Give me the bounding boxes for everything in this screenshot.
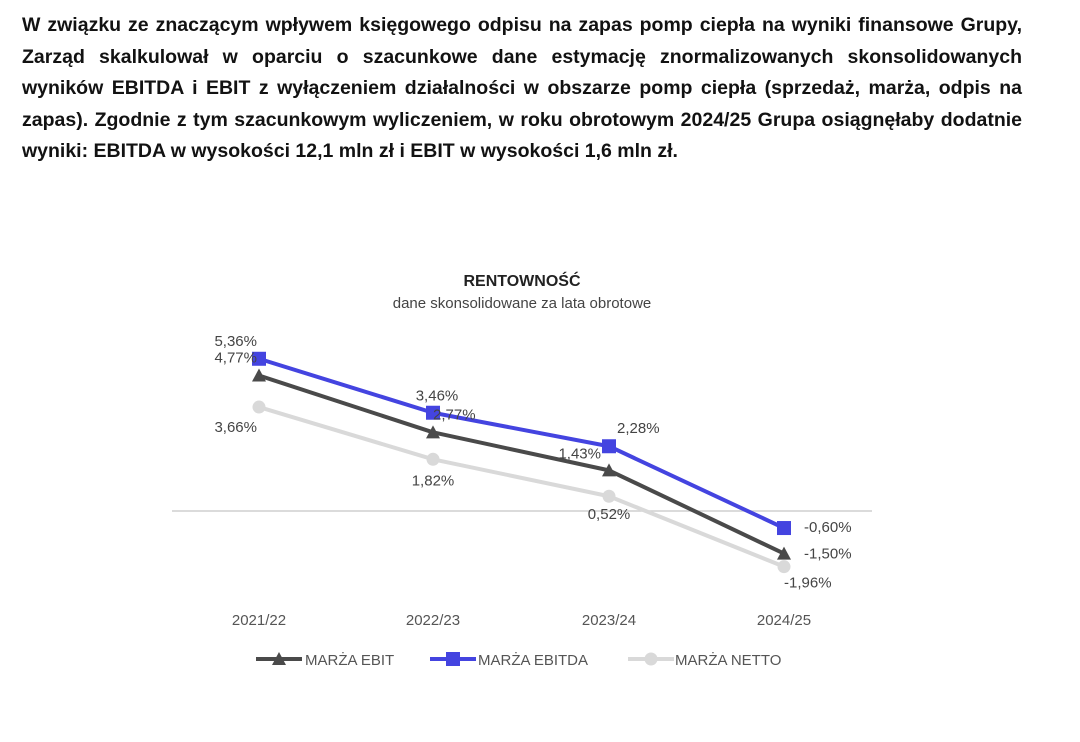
label-marza-ebit-4: -1,50%	[804, 545, 852, 563]
marker-marza-ebitda-4	[777, 521, 791, 535]
label-marza-ebit-2: 2,77%	[433, 406, 476, 424]
legend-label-marza-ebitda: MARŻA EBITDA	[478, 652, 589, 669]
legend-label-marza-ebit: MARŻA EBIT	[305, 652, 395, 669]
legend-marker-marza-ebitda	[446, 652, 460, 666]
line-marza-ebit	[259, 376, 784, 554]
label-marza-netto-1: 3,66%	[214, 419, 257, 437]
chart-title: RENTOWNOŚĆ	[463, 273, 581, 290]
legend-marker-marza-netto	[645, 653, 658, 666]
label-marza-ebit-1: 4,77%	[214, 349, 257, 367]
marker-marza-netto-4	[778, 560, 791, 573]
legend-item-marza-netto	[628, 651, 781, 669]
label-marza-ebitda-2: 3,46%	[415, 387, 459, 405]
chart-subtitle: dane skonsolidowane za lata obrotowe	[392, 295, 652, 312]
legend-item-marza-ebitda	[430, 651, 588, 669]
label-marza-ebitda-3: 2,28%	[617, 420, 660, 438]
x-tick-2023-24: 2023/24	[581, 612, 637, 629]
legend-item-marza-ebit	[256, 651, 394, 669]
legend-label-marza-netto: MARŻA NETTO	[675, 652, 782, 669]
label-marza-ebitda-1: 5,36%	[214, 332, 257, 350]
intro-paragraph: W związku ze znaczącym wpływem księgowego odpisu na zapas pomp ciepła na wyniki finansowe Grupy, Zarząd skalkulował w oparciu o szacunkowe dane estymację znormalizowanych skonsolidowanych wyników EBITDA i EBIT z wyłączeniem działalności w obszarze pomp ciepła (sprzedaż, marża, odpis na zapas). Zgodnie z tym szacunkowym wyliczeniem, w roku obrotowym 2024/25 Grupa osiągnęłaby dodatnie wyniki: EBITDA w wysokości 12,1 mln zł i EBIT w wysokości 1,6 mln zł.	[22, 14, 1022, 162]
marker-marza-netto-2	[427, 453, 440, 466]
marker-marza-netto-3	[603, 490, 616, 503]
x-tick-2022-23: 2022/23	[405, 612, 461, 629]
line-marza-ebitda	[259, 359, 784, 528]
label-marza-netto-2: 1,82%	[411, 472, 455, 490]
x-tick-2024-25: 2024/25	[756, 612, 812, 629]
label-marza-ebitda-4: -0,60%	[804, 519, 852, 537]
label-marza-netto-4: -1,96%	[784, 574, 832, 592]
marker-marza-netto-1	[253, 401, 266, 414]
label-marza-ebit-3: 1,43%	[558, 445, 601, 463]
label-marza-netto-3: 0,52%	[587, 506, 631, 524]
marker-marza-ebitda-3	[602, 439, 616, 453]
x-tick-2021-22: 2021/22	[231, 612, 287, 629]
